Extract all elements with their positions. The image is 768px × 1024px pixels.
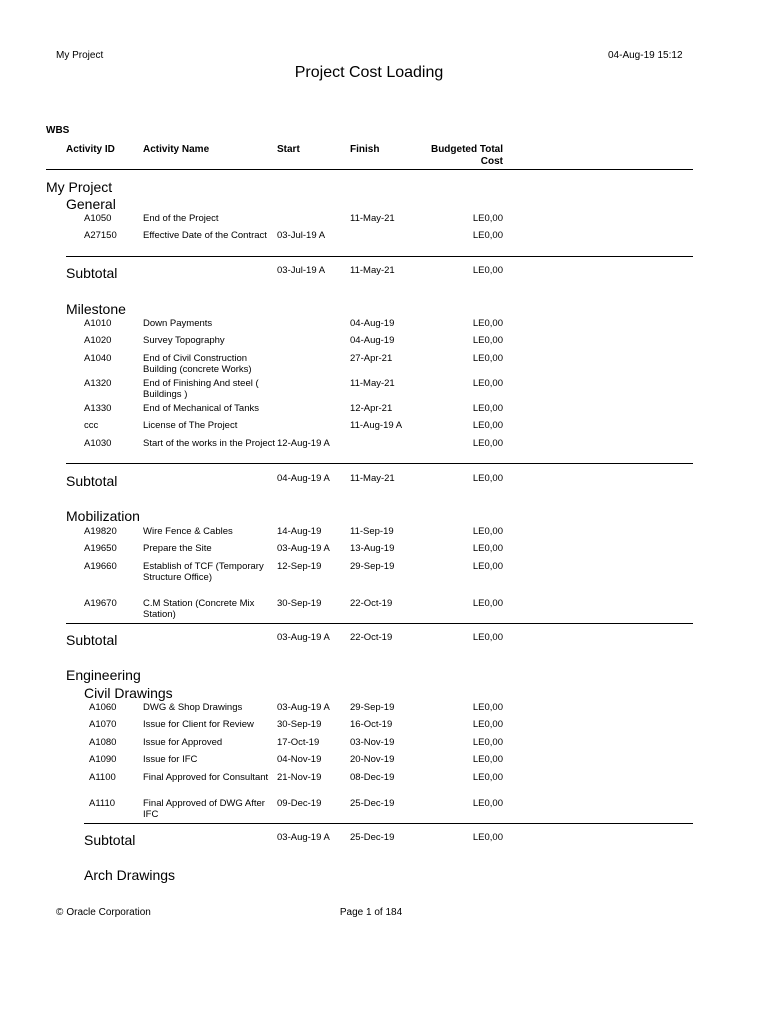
subtotal-label: Subtotal <box>66 265 118 281</box>
activity-finish: 29-Sep-19 <box>350 561 395 572</box>
activity-cost: LE0,00 <box>472 318 503 329</box>
header-rule <box>46 169 693 170</box>
wbs-mobilization-title: Mobilization <box>66 508 140 524</box>
activity-finish: 11-May-21 <box>350 213 395 224</box>
activity-name: Wire Fence & Cables <box>143 526 233 537</box>
activity-id: A1320 <box>84 378 112 389</box>
activity-cost: LE0,00 <box>472 438 503 449</box>
subtotal-finish: 11-May-21 <box>350 473 395 484</box>
activity-cost: LE0,00 <box>472 754 503 765</box>
activity-id: A19650 <box>84 543 117 554</box>
wbs-header: WBS <box>46 125 70 136</box>
activity-name: Effective Date of the Contract <box>143 230 267 241</box>
activity-cost: LE0,00 <box>472 798 503 809</box>
activity-name: End of the Project <box>143 213 219 224</box>
col-budget-line1: Budgeted Total <box>430 144 503 155</box>
activity-name: Issue for Approved <box>143 737 223 748</box>
col-budgeted-total-cost <box>410 144 503 168</box>
activity-finish: 22-Oct-19 <box>350 598 393 609</box>
report-title: Project Cost Loading <box>294 64 444 81</box>
activity-id: A1020 <box>84 335 112 346</box>
wbs-civil-drawings-title: Civil Drawings <box>84 685 173 701</box>
activity-cost: LE0,00 <box>472 737 503 748</box>
activity-name: Establish of TCF (Temporary Structure Office) <box>143 561 264 583</box>
activity-finish: 11-May-21 <box>350 378 395 389</box>
activity-id: A1070 <box>89 719 117 730</box>
subtotal-cost: LE0,00 <box>472 473 503 484</box>
activity-start: 12-Aug-19 A <box>277 438 330 449</box>
subtotal-rule <box>66 463 693 464</box>
activity-cost: LE0,00 <box>472 420 503 431</box>
activity-name: Prepare the Site <box>143 543 212 554</box>
subtotal-rule <box>66 256 693 257</box>
subtotal-label: Subtotal <box>84 832 136 848</box>
activity-name: Start of the works in the Project <box>143 438 276 449</box>
activity-start: 04-Nov-19 <box>277 754 322 765</box>
col-start: Start <box>277 144 300 155</box>
subtotal-cost: LE0,00 <box>472 632 503 643</box>
activity-finish: 08-Dec-19 <box>350 772 395 783</box>
activity-cost: LE0,00 <box>472 772 503 783</box>
col-activity-id: Activity ID <box>66 144 115 155</box>
activity-start: 09-Dec-19 <box>277 798 322 809</box>
wbs-milestone-title: Milestone <box>66 301 126 317</box>
col-finish: Finish <box>350 144 380 155</box>
report-project-name: My Project <box>56 50 104 61</box>
activity-finish: 03-Nov-19 <box>350 737 395 748</box>
activity-start: 17-Oct-19 <box>277 737 320 748</box>
subtotal-rule <box>66 623 693 624</box>
activity-cost: LE0,00 <box>472 403 503 414</box>
activity-id: A1050 <box>84 213 112 224</box>
activity-name: DWG & Shop Drawings <box>143 702 243 713</box>
activity-cost: LE0,00 <box>472 543 503 554</box>
activity-start: 30-Sep-19 <box>277 719 322 730</box>
activity-start: 03-Aug-19 A <box>277 543 330 554</box>
activity-id: ccc <box>84 420 99 431</box>
activity-name: License of The Project <box>143 420 238 431</box>
subtotal-finish: 25-Dec-19 <box>350 832 395 843</box>
activity-id: A1030 <box>84 438 112 449</box>
activity-id: A1110 <box>89 798 116 809</box>
activity-id: A19660 <box>84 561 117 572</box>
activity-name: Issue for IFC <box>143 754 198 765</box>
col-budget-line2: Cost <box>480 156 503 167</box>
activity-finish: 27-Apr-21 <box>350 353 393 364</box>
subtotal-cost: LE0,00 <box>472 832 503 843</box>
activity-id: A1010 <box>84 318 112 329</box>
activity-cost: LE0,00 <box>472 213 503 224</box>
activity-finish: 04-Aug-19 <box>350 335 395 346</box>
activity-cost: LE0,00 <box>472 378 503 389</box>
report-datetime: 04-Aug-19 15:12 <box>608 50 683 61</box>
activity-name: C.M Station (Concrete Mix Station) <box>143 598 255 620</box>
activity-cost: LE0,00 <box>472 353 503 364</box>
activity-id: A1060 <box>89 702 117 713</box>
subtotal-finish: 11-May-21 <box>350 265 395 276</box>
activity-name: End of Civil Construction Building (concrete Works) <box>143 353 252 375</box>
footer-page-number: Page 1 of 184 <box>339 907 403 918</box>
subtotal-cost: LE0,00 <box>472 265 503 276</box>
activity-cost: LE0,00 <box>472 719 503 730</box>
activity-name: End of Finishing And steel ( Buildings ) <box>143 378 259 400</box>
activity-name: Final Approved for Consultant <box>143 772 269 783</box>
activity-finish: 04-Aug-19 <box>350 318 395 329</box>
subtotal-start: 04-Aug-19 A <box>277 473 330 484</box>
activity-finish: 16-Oct-19 <box>350 719 393 730</box>
wbs-engineering-title: Engineering <box>66 667 141 683</box>
activity-cost: LE0,00 <box>472 598 503 609</box>
activity-name: Down Payments <box>143 318 213 329</box>
activity-cost: LE0,00 <box>472 702 503 713</box>
activity-id: A1040 <box>84 353 112 364</box>
subtotal-rule <box>84 823 693 824</box>
wbs-arch-drawings-title: Arch Drawings <box>84 867 176 883</box>
wbs-root-title: My Project <box>46 179 113 195</box>
activity-id: A1100 <box>89 772 116 783</box>
activity-start: 14-Aug-19 <box>277 526 322 537</box>
activity-finish: 12-Apr-21 <box>350 403 393 414</box>
activity-finish: 13-Aug-19 <box>350 543 395 554</box>
activity-cost: LE0,00 <box>472 230 503 241</box>
wbs-general-title: General <box>66 196 116 212</box>
col-activity-name: Activity Name <box>143 144 210 155</box>
activity-finish: 25-Dec-19 <box>350 798 395 809</box>
activity-start: 03-Aug-19 A <box>277 702 330 713</box>
subtotal-label: Subtotal <box>66 632 118 648</box>
subtotal-label: Subtotal <box>66 473 118 489</box>
activity-name: End of Mechanical of Tanks <box>143 403 260 414</box>
activity-finish: 29-Sep-19 <box>350 702 395 713</box>
subtotal-start: 03-Jul-19 A <box>277 265 326 276</box>
activity-finish: 11-Aug-19 A <box>350 420 403 431</box>
activity-cost: LE0,00 <box>472 335 503 346</box>
activity-finish: 11-Sep-19 <box>350 526 394 537</box>
subtotal-finish: 22-Oct-19 <box>350 632 393 643</box>
activity-name: Issue for Client for Review <box>143 719 254 730</box>
activity-finish: 20-Nov-19 <box>350 754 395 765</box>
activity-id: A1080 <box>89 737 117 748</box>
activity-cost: LE0,00 <box>472 526 503 537</box>
activity-id: A19820 <box>84 526 117 537</box>
activity-id: A1090 <box>89 754 117 765</box>
subtotal-start: 03-Aug-19 A <box>277 632 330 643</box>
activity-start: 21-Nov-19 <box>277 772 322 783</box>
footer-company-name: Oracle Corporation <box>66 907 151 918</box>
copyright-icon: © <box>56 907 64 918</box>
subtotal-start: 03-Aug-19 A <box>277 832 330 843</box>
activity-name: Final Approved of DWG After IFC <box>143 798 265 820</box>
activity-name: Survey Topography <box>143 335 225 346</box>
activity-id: A1330 <box>84 403 112 414</box>
activity-start: 12-Sep-19 <box>277 561 322 572</box>
activity-start: 30-Sep-19 <box>277 598 322 609</box>
activity-id: A27150 <box>84 230 117 241</box>
activity-cost: LE0,00 <box>472 561 503 572</box>
activity-start: 03-Jul-19 A <box>277 230 326 241</box>
activity-id: A19670 <box>84 598 117 609</box>
